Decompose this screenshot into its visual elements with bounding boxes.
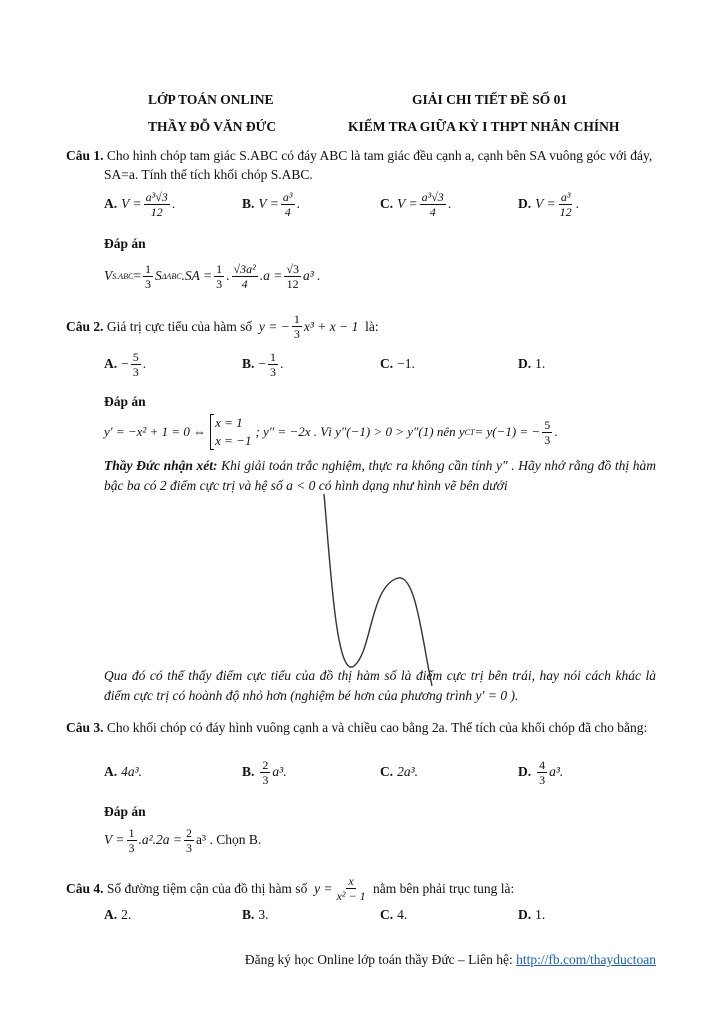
header-right-line2: KIỂM TRA GIỮA KỲ I THPT NHÂN CHÍNH (348, 119, 620, 134)
cubic-curve (324, 494, 432, 686)
question-3-label: Câu 3. (66, 720, 104, 735)
answer-1-formula: V S.ABC = $\frac{1}{3}$ S ΔABC .SA = $\frac{1}{3}$ . $\frac{\text{√3a²}}{4}$ .a = $\frac{√3}{12}$ a³ . (104, 261, 321, 291)
answer-1-title: Đáp án (104, 236, 146, 251)
option-d[interactable]: D. $\frac{4}{3}$ a³. (518, 757, 564, 787)
question-3 (66, 718, 658, 737)
option-b[interactable]: B. 3. (242, 907, 269, 922)
teacher-note-label: Thầy Đức nhận xét: (104, 458, 218, 473)
answer-2-title: Đáp án (104, 394, 146, 409)
question-3-options (104, 752, 664, 792)
option-d[interactable]: D. V = $\frac{\text{a³}}{12}$ . (518, 189, 579, 219)
option-c[interactable]: C. V = $\frac{\text{a³√3}}{4}$ . (380, 189, 452, 219)
question-2-text: Giá trị cực tiểu của hàm số (106, 318, 253, 334)
question-4-label: Câu 4. (66, 880, 104, 896)
teacher-note-conclusion: Qua đó có thể thấy điểm cực tiểu của đồ thị hàm số là điểm cực trị bên trái, hay nói cách khác là điểm cực trị có hoành độ nhỏ hơn (nghiệm bé hơn của phương trình y′ = 0 ). (104, 668, 656, 703)
footer-text: Đăng ký học Online lớp toán thầy Đức – Liên hệ: (244, 952, 517, 967)
header-left-line1: LỚP TOÁN ONLINE (148, 92, 274, 107)
question-2-options (104, 344, 664, 384)
option-c[interactable]: C. −1. (380, 356, 415, 371)
cubic-graph-illustration (318, 490, 438, 690)
option-b[interactable]: B. $\frac{2}{3}$ a³. (242, 757, 287, 787)
question-1-options (104, 184, 664, 224)
option-d[interactable]: D. 1. (518, 356, 546, 371)
option-b[interactable]: B. V = $\frac{\text{a³}}{4}$ . (242, 189, 300, 219)
answer-3-title: Đáp án (104, 804, 146, 819)
answer-2-formula: y′ = −x² + 1 = 0 ⇔ x = 1 x = −1 ; y″ = −2x . Vì y″(−1) > 0 > y″(1) nên y CT = y(−1) = − $\frac{5}{3}$ . (104, 415, 558, 448)
question-2: Câu 2. Giá trị cực tiểu của hàm số y = − $\frac{1}{3}$ x³ + x − 1 là: (66, 311, 379, 341)
option-c[interactable]: C. 4. (380, 907, 408, 922)
option-a[interactable]: A. 4a³. (104, 764, 143, 779)
header-right-line1: GIẢI CHI TIẾT ĐỀ SỐ 01 (412, 92, 568, 107)
question-1 (66, 146, 658, 184)
question-4-text: Số đường tiệm cận của đồ thị hàm số (106, 880, 308, 896)
option-a[interactable]: A. V = $\frac{\text{a³√3}}{12}$ . (104, 189, 176, 219)
option-c[interactable]: C. 2a³. (380, 764, 419, 779)
option-a[interactable]: A. − $\frac{5}{3}$ . (104, 349, 147, 379)
question-4-options (104, 900, 664, 930)
question-1-label: Câu 1. (66, 148, 104, 163)
page-footer (245, 952, 656, 968)
option-a[interactable]: A. 2. (104, 907, 132, 922)
option-b[interactable]: B. − $\frac{1}{3}$ . (242, 349, 284, 379)
option-d[interactable]: D. 1. (518, 907, 546, 922)
footer-link[interactable]: http://fb.com/thayductoan (516, 952, 656, 967)
question-1-text: Cho hình chóp tam giác S.ABC có đáy ABC là tam giác đều cạnh a, cạnh bên SA vuông góc với đáy, SA=a. Tính thể tích khối chóp S.ABC. (104, 148, 653, 182)
header-left-line2: THẦY ĐỖ VĂN ĐỨC (148, 119, 277, 134)
question-4: Câu 4. Số đường tiệm cận của đồ thị hàm số y = $\frac{x}{\text{x² − 1}}$ nằm bên phải trục tung là: (66, 873, 515, 903)
teacher-note-text: Khi giải toán trắc nghiệm, thực ra không cần tính y″ . Hãy nhớ rằng đồ thị hàm bậc ba có 2 điểm cực trị và hệ số a < 0 có hình dạng như hình vẽ bên dưới (104, 458, 657, 493)
question-2-label: Câu 2. (66, 318, 104, 334)
answer-3-formula: V = $\frac{1}{3}$ .a².2a = $\frac{2}{3}$ a³ . Chọn B. (104, 825, 262, 855)
question-3-text: Cho khối chóp có đáy hình vuông cạnh a và chiều cao bằng 2a. Thể tích của khối chóp đã cho bằng: (106, 720, 648, 735)
